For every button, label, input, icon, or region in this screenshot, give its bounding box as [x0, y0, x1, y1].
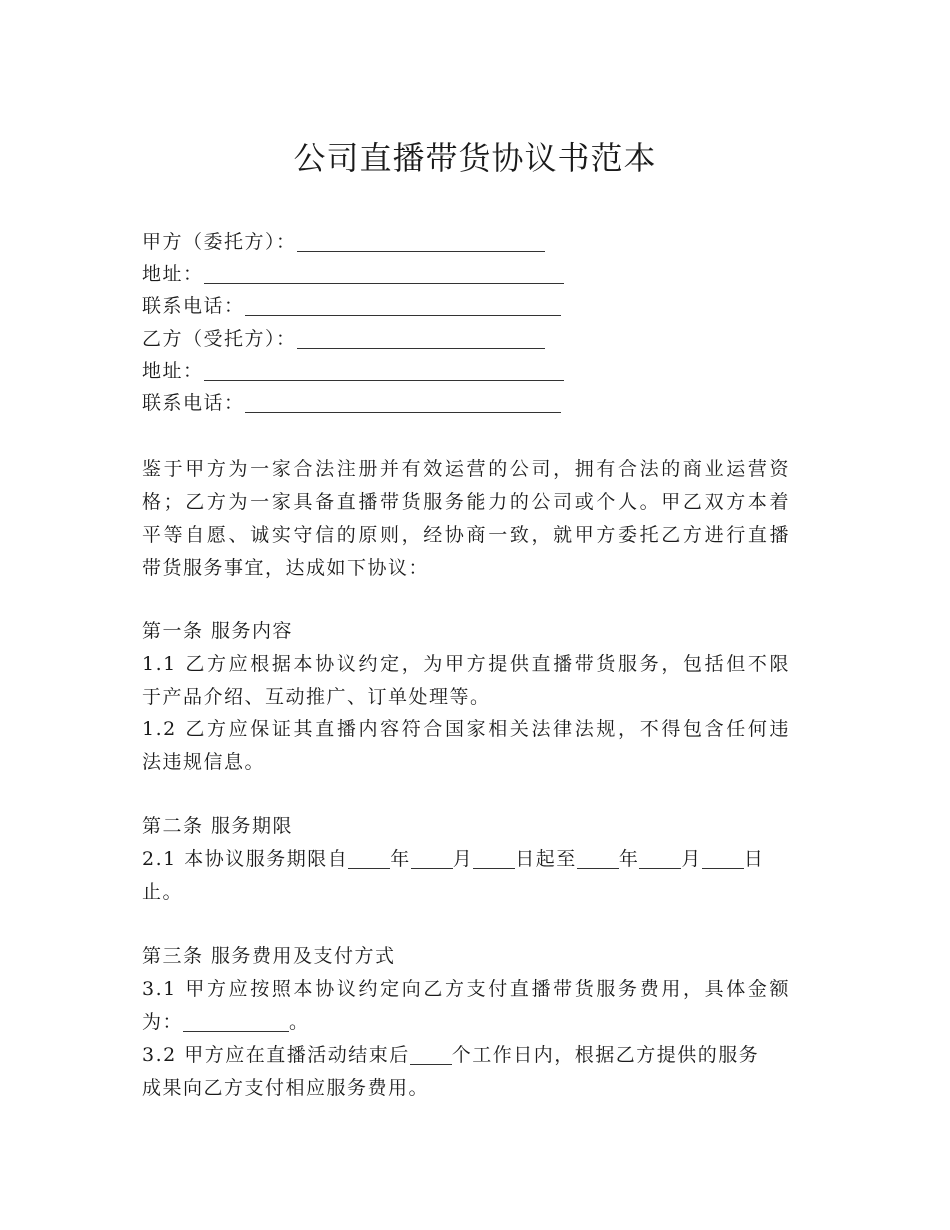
start-day-blank [473, 846, 515, 869]
article-1-line: 法违规信息。 [142, 751, 266, 773]
preamble-line: 格；乙方为一家具备直播带货服务能力的公司或个人。甲乙双方本着 [142, 491, 790, 513]
start-month-blank [411, 846, 453, 869]
party-b-address-label: 地址： [142, 360, 204, 382]
party-a-name-blank [297, 229, 545, 252]
party-b-label: 乙方（受托方）： [142, 328, 297, 350]
article-2-term-line [142, 843, 802, 875]
party-a-phone-label: 联系电话： [142, 295, 245, 317]
party-a-phone-line [142, 290, 802, 322]
article-1-heading: 第一条 服务内容 [142, 620, 294, 642]
amount-prefix: 为： [142, 1011, 184, 1033]
end-month-blank [639, 846, 681, 869]
article-1-line: 于产品介绍、互动推广、订单处理等。 [142, 686, 491, 708]
month-label: 月 [452, 848, 474, 870]
month-label: 月 [681, 848, 702, 870]
document-title: 公司直播带货协议书范本 [293, 139, 657, 177]
party-a-label: 甲方（委托方）： [142, 231, 297, 253]
article-3-line: 成果向乙方支付相应服务费用。 [142, 1077, 430, 1099]
payment-suffix: 个工作日内，根据乙方提供的服务 [451, 1044, 760, 1066]
article-1-line: 1.1 乙方应根据本协议约定，为甲方提供直播带货服务，包括但不限 [142, 653, 790, 675]
amount-suffix: 。 [289, 1011, 310, 1033]
term-prefix: 2.1 本协议服务期限自 [142, 848, 349, 870]
article-3-heading: 第三条 服务费用及支付方式 [142, 945, 396, 967]
year-label: 年 [390, 848, 411, 870]
article-1-line: 1.2 乙方应保证其直播内容符合国家相关法律法规，不得包含任何违 [142, 718, 790, 740]
year-label: 年 [618, 848, 640, 870]
party-b-name-blank [297, 326, 545, 349]
end-day-blank [702, 846, 744, 869]
start-year-blank [348, 846, 390, 869]
article-3-line: 3.1 甲方应按照本协议约定向乙方支付直播带货服务费用，具体金额 [142, 978, 790, 1000]
preamble-line: 带货服务事宜，达成如下协议： [142, 557, 430, 579]
party-a-address-line [142, 258, 802, 290]
payment-prefix: 3.2 甲方应在直播活动结束后 [142, 1044, 410, 1066]
party-a-address-blank [204, 261, 564, 284]
article-2-heading: 第二条 服务期限 [142, 815, 294, 837]
workdays-blank [410, 1042, 452, 1065]
amount-blank [183, 1009, 289, 1032]
party-b-address-blank [204, 358, 564, 381]
day-start-label: 日起至 [515, 848, 577, 870]
article-3-payment-line [142, 1039, 802, 1071]
party-b-name-line [142, 323, 802, 355]
end-year-blank [577, 846, 619, 869]
party-b-phone-label: 联系电话： [142, 392, 245, 414]
day-end-label: 日 [743, 848, 765, 870]
party-b-address-line [142, 355, 802, 387]
preamble-line: 平等自愿、诚实守信的原则，经协商一致，就甲方委托乙方进行直播 [142, 524, 790, 546]
party-a-address-label: 地址： [142, 263, 204, 285]
party-b-phone-line [142, 387, 802, 419]
party-a-phone-blank [245, 293, 561, 316]
article-2-line: 止。 [142, 881, 184, 903]
preamble-line: 鉴于甲方为一家合法注册并有效运营的公司，拥有合法的商业运营资 [142, 458, 790, 480]
party-a-name-line [142, 226, 802, 258]
article-3-amount-line [142, 1006, 802, 1038]
party-b-phone-blank [245, 390, 561, 413]
